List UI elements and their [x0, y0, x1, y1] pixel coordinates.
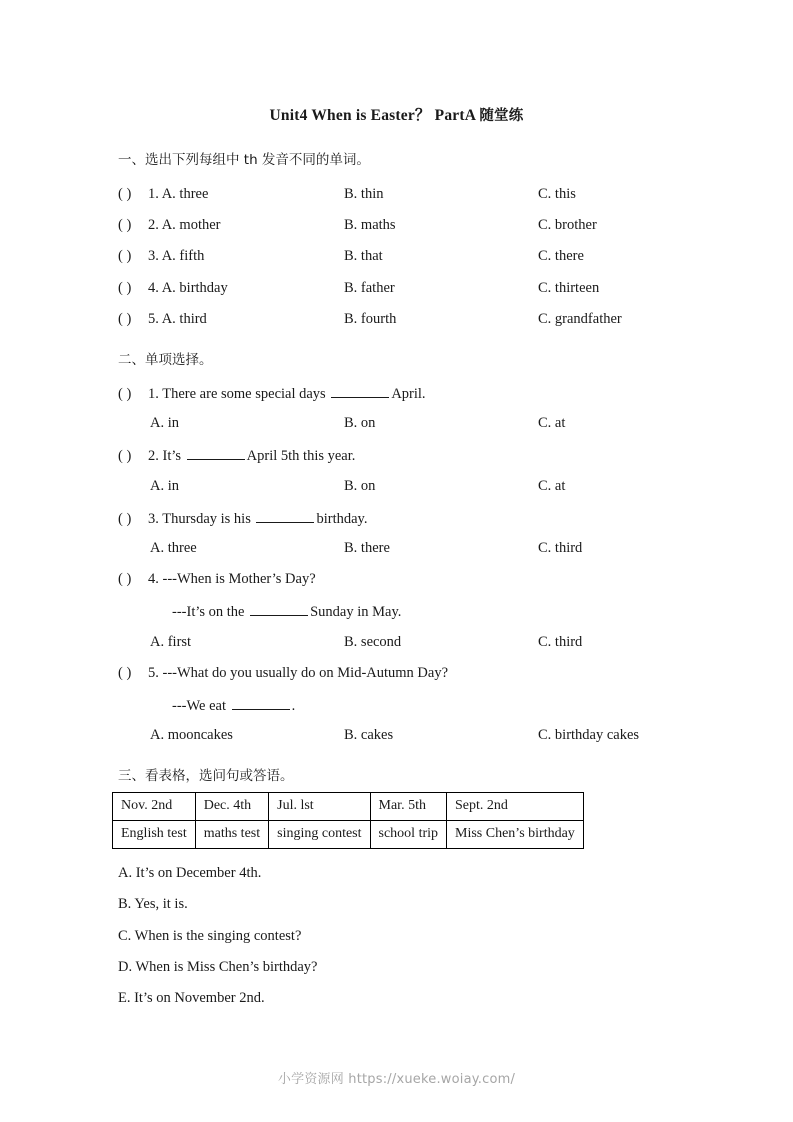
answer-bracket[interactable]: ( ) — [118, 217, 132, 233]
table-cell-date: Dec. 4th — [195, 793, 268, 821]
option-b[interactable]: B. father — [344, 280, 395, 296]
answer-bracket[interactable]: ( ) — [118, 280, 132, 296]
section3-answer-c[interactable]: C. When is the singing contest? — [118, 928, 302, 944]
question-number: 3. — [148, 511, 159, 527]
option-c[interactable]: C. there — [538, 248, 584, 264]
question-number: 3. — [148, 248, 159, 264]
reply-text: ---It’s on the — [172, 604, 249, 620]
question-stem: Thursday is his — [162, 511, 255, 527]
page-title — [0, 103, 793, 125]
page-title-english: Unit4 When is Easter？ PartA — [269, 107, 480, 124]
question-number: 2. — [148, 217, 159, 233]
section2-question-5 — [118, 665, 738, 682]
option-c[interactable]: C. thirteen — [538, 280, 600, 296]
question-number: 4. — [148, 571, 159, 587]
section1-question-5 — [118, 311, 738, 328]
answer-bracket[interactable]: ( ) — [118, 665, 132, 681]
section3-answer-d[interactable]: D. When is Miss Chen’s birthday? — [118, 959, 318, 975]
section2-question-1 — [118, 384, 738, 403]
option-b[interactable]: B. there — [344, 540, 390, 556]
section2-question-3 — [118, 509, 738, 528]
section-2-heading: 二、单项选择。 — [118, 352, 213, 368]
section3-answer-e[interactable]: E. It’s on November 2nd. — [118, 990, 265, 1006]
page-title-chinese: 随堂练 — [479, 108, 524, 124]
option-b[interactable]: B. that — [344, 248, 383, 264]
option-a[interactable]: A. birthday — [161, 280, 228, 296]
question-stem: ---What do you usually do on Mid-Autumn Day? — [162, 665, 449, 681]
option-a[interactable]: A. three — [150, 540, 197, 556]
option-b[interactable]: B. on — [344, 415, 376, 431]
table-cell-event: school trip — [370, 821, 447, 849]
question-stem: ---When is Mother’s Day? — [162, 571, 316, 587]
section2-question-5-reply — [172, 696, 295, 715]
option-a[interactable]: A. mother — [161, 217, 221, 233]
option-c[interactable]: C. at — [538, 478, 566, 494]
section3-answer-b[interactable]: B. Yes, it is. — [118, 896, 188, 912]
answer-bracket[interactable]: ( ) — [118, 311, 132, 327]
schedule-table — [112, 792, 584, 849]
option-c[interactable]: C. third — [538, 540, 583, 556]
table-cell-date: Mar. 5th — [370, 793, 447, 821]
fill-blank[interactable] — [256, 509, 314, 523]
question-number: 1. — [148, 186, 159, 202]
section3-answer-a[interactable]: A. It’s on December 4th. — [118, 865, 262, 881]
table-row-dates — [113, 793, 584, 821]
option-a[interactable]: A. first — [150, 634, 192, 650]
option-b[interactable]: B. second — [344, 634, 402, 650]
answer-bracket[interactable]: ( ) — [118, 511, 132, 527]
question-stem-tail: April 5th this year. — [246, 448, 356, 464]
question-number: 5. — [148, 665, 159, 681]
option-b[interactable]: B. maths — [344, 217, 396, 233]
option-c[interactable]: C. birthday cakes — [538, 727, 640, 743]
section2-question-4-reply — [172, 602, 401, 621]
fill-blank[interactable] — [331, 384, 389, 398]
section1-question-2 — [118, 217, 738, 234]
question-number: 2. — [148, 448, 159, 464]
reply-text: ---We eat — [172, 698, 230, 714]
table-cell-event: Miss Chen’s birthday — [447, 821, 584, 849]
section1-question-1 — [118, 186, 738, 203]
question-stem-tail: birthday. — [316, 511, 368, 527]
answer-bracket[interactable]: ( ) — [118, 386, 132, 402]
option-a[interactable]: A. three — [161, 186, 209, 202]
option-b[interactable]: B. thin — [344, 186, 384, 202]
section1-question-4 — [118, 280, 738, 297]
question-stem: It’s — [162, 448, 185, 464]
option-c[interactable]: C. grandfather — [538, 311, 622, 327]
answer-bracket[interactable]: ( ) — [118, 186, 132, 202]
table-cell-event: English test — [113, 821, 196, 849]
answer-bracket[interactable]: ( ) — [118, 448, 132, 464]
fill-blank[interactable] — [232, 696, 290, 710]
footer-watermark: 小学资源网 https://xueke.woiay.com/ — [277, 1072, 516, 1087]
question-stem-tail: April. — [391, 386, 426, 402]
option-c[interactable]: C. at — [538, 415, 566, 431]
reply-text-tail: Sunday in May. — [310, 604, 402, 620]
option-c[interactable]: C. third — [538, 634, 583, 650]
question-stem: There are some special days — [162, 386, 330, 402]
fill-blank[interactable] — [250, 602, 308, 616]
section-3-heading: 三、看表格，选问句或答语。 — [118, 768, 294, 784]
option-a[interactable]: A. third — [161, 311, 207, 327]
table-cell-date: Jul. lst — [269, 793, 370, 821]
option-a[interactable]: A. fifth — [161, 248, 205, 264]
answer-bracket[interactable]: ( ) — [118, 571, 132, 587]
option-b[interactable]: B. cakes — [344, 727, 394, 743]
option-a[interactable]: A. mooncakes — [150, 727, 233, 743]
schedule-table-wrapper — [112, 792, 584, 849]
question-number: 1. — [148, 386, 159, 402]
table-row-events — [113, 821, 584, 849]
reply-text-tail: . — [291, 698, 296, 714]
fill-blank[interactable] — [187, 446, 245, 460]
table-cell-date: Nov. 2nd — [113, 793, 196, 821]
section-1-heading: 一、选出下列每组中 th 发音不同的单词。 — [118, 152, 370, 168]
table-cell-date: Sept. 2nd — [447, 793, 584, 821]
section1-question-3 — [118, 248, 738, 265]
option-c[interactable]: C. this — [538, 186, 576, 202]
section2-question-2 — [118, 446, 738, 465]
option-a[interactable]: A. in — [150, 415, 179, 431]
section2-question-4 — [118, 571, 738, 588]
option-a[interactable]: A. in — [150, 478, 179, 494]
option-c[interactable]: C. brother — [538, 217, 597, 233]
option-b[interactable]: B. fourth — [344, 311, 397, 327]
question-number: 4. — [148, 280, 159, 296]
table-cell-event: maths test — [195, 821, 268, 849]
table-cell-event: singing contest — [269, 821, 370, 849]
answer-bracket[interactable]: ( ) — [118, 248, 132, 264]
question-number: 5. — [148, 311, 159, 327]
option-b[interactable]: B. on — [344, 478, 376, 494]
